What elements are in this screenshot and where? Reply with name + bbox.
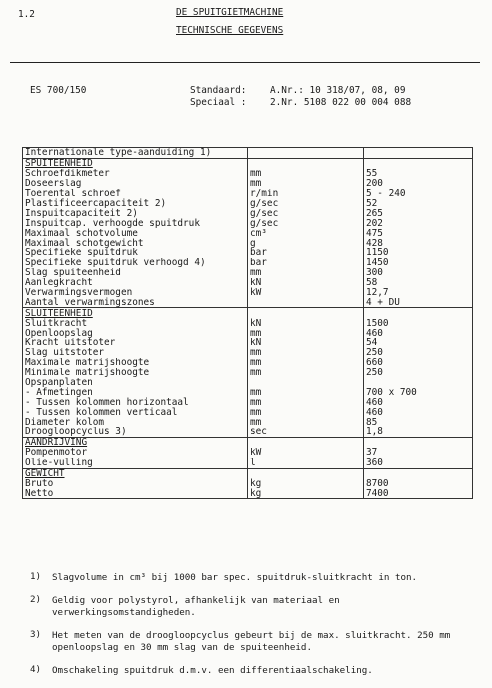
footnote-number: 3) <box>30 629 42 640</box>
cell-unit <box>248 468 364 478</box>
cell-value: 250 <box>364 368 473 378</box>
cell-unit: kN <box>248 278 364 288</box>
cell-value: 200 <box>364 179 473 189</box>
table-row <box>23 458 473 468</box>
footnotes <box>30 572 470 688</box>
cell-value: 700 x 700 <box>364 387 473 397</box>
cell-label: Maximaal schotvolume <box>23 228 248 238</box>
cell-value: 8700 <box>364 478 473 488</box>
cell-label: Opspanplaten <box>23 377 248 387</box>
section-header-row <box>23 468 473 478</box>
cell-unit: mm <box>248 417 364 427</box>
cell-label: Bruto <box>23 478 248 488</box>
cell-label: Aanlegkracht <box>23 278 248 288</box>
spec-table <box>22 147 473 499</box>
cell-unit: r/min <box>248 189 364 199</box>
cell-unit: g/sec <box>248 218 364 228</box>
section-header-row <box>23 437 473 447</box>
table-row <box>23 348 473 358</box>
cell-value: 58 <box>364 278 473 288</box>
cell-label: Slag uitstoter <box>23 348 248 358</box>
cell-label: Sluitkracht <box>23 318 248 328</box>
cell-label: - Afmetingen <box>23 387 248 397</box>
cell-label: Doseerslag <box>23 179 248 189</box>
cell-unit: bar <box>248 258 364 268</box>
cell-value <box>364 468 473 478</box>
table-row <box>23 338 473 348</box>
table-row <box>23 478 473 488</box>
cell-unit <box>248 377 364 387</box>
cell-unit: mm <box>248 407 364 417</box>
footnote-text: Omschakeling spuitdruk d.m.v. een differentiaalschakeling. <box>52 665 373 676</box>
standard-label: Standaard: <box>190 85 247 96</box>
footnote-item <box>30 595 470 619</box>
section-number: 1.2 <box>18 9 35 20</box>
cell-label: Minimale matrijshoogte <box>23 368 248 378</box>
cell-value: 55 <box>364 169 473 179</box>
cell-unit: kN <box>248 338 364 348</box>
table-row <box>23 358 473 368</box>
special-label: Speciaal : <box>190 97 247 108</box>
cell-label: Maximaal schotgewicht <box>23 238 248 248</box>
cell-label: GEWICHT <box>23 468 248 478</box>
cell-unit: kg <box>248 488 364 498</box>
cell-unit: kW <box>248 448 364 458</box>
cell-value <box>364 158 473 168</box>
cell-unit: l <box>248 458 364 468</box>
cell-value: 660 <box>364 358 473 368</box>
cell-label: Specifieke spuitdruk verhoogd 4) <box>23 258 248 268</box>
cell-label: Aantal verwarmingszones <box>23 297 248 307</box>
footnote-text: Het meten van de droogloopcyclus gebeurt bij de max. sluitkracht. 250 mm openloopslag en 30 mm slag van de spuiteenheid. <box>52 630 451 653</box>
table-row <box>23 417 473 427</box>
table-row <box>23 248 473 258</box>
cell-unit: mm <box>248 368 364 378</box>
cell-value: 460 <box>364 328 473 338</box>
cell-value: 428 <box>364 238 473 248</box>
cell-value: 85 <box>364 417 473 427</box>
cell-label: Inspuitcapaciteit 2) <box>23 208 248 218</box>
standard-value: A.Nr.: 10 318/07, 08, 09 <box>270 85 406 96</box>
cell-value: 360 <box>364 458 473 468</box>
cell-label: Maximale matrijshoogte <box>23 358 248 368</box>
cell-value: 202 <box>364 218 473 228</box>
table-row <box>23 238 473 248</box>
page-title: DE SPUITGIETMACHINE <box>176 7 284 18</box>
cell-unit: mm <box>248 358 364 368</box>
table-row <box>23 407 473 417</box>
cell-label: - Tussen kolommen horizontaal <box>23 397 248 407</box>
cell-label: Specifieke spuitdruk <box>23 248 248 258</box>
cell-value: 5 - 240 <box>364 189 473 199</box>
cell-label: Droogloopcyclus 3) <box>23 427 248 437</box>
cell-value <box>364 377 473 387</box>
section-header-row <box>23 158 473 168</box>
table-row <box>23 297 473 307</box>
table-row <box>23 208 473 218</box>
cell-unit: g <box>248 238 364 248</box>
cell-unit: mm <box>248 169 364 179</box>
cell-unit: mm <box>248 387 364 397</box>
special-value: 2.Nr. 5108 022 00 004 088 <box>270 97 412 108</box>
cell-value: 300 <box>364 268 473 278</box>
cell-value: 265 <box>364 208 473 218</box>
table-row <box>23 368 473 378</box>
table-row <box>23 488 473 498</box>
table-row <box>23 397 473 407</box>
page-subtitle: TECHNISCHE GEGEVENS <box>176 25 284 36</box>
table-row <box>23 218 473 228</box>
table-row <box>23 328 473 338</box>
cell-value: 4 + DÜ <box>364 297 473 307</box>
cell-label: Plastificeercapaciteit 2) <box>23 198 248 208</box>
table-row <box>23 148 473 159</box>
cell-unit: kN <box>248 318 364 328</box>
table-row <box>23 278 473 288</box>
cell-label: Verwarmingsvermogen <box>23 287 248 297</box>
cell-value: 250 <box>364 348 473 358</box>
table-row <box>23 287 473 297</box>
cell-value <box>364 148 473 159</box>
footnote-item <box>30 572 470 584</box>
cell-value: 7400 <box>364 488 473 498</box>
cell-label: Netto <box>23 488 248 498</box>
cell-unit: mm <box>248 328 364 338</box>
cell-label: AANDRIJVING <box>23 437 248 447</box>
cell-unit <box>248 308 364 318</box>
cell-value: 12,7 <box>364 287 473 297</box>
cell-value: 460 <box>364 407 473 417</box>
cell-value: 1150 <box>364 248 473 258</box>
cell-value: 1450 <box>364 258 473 268</box>
cell-label: Kracht uitstoter <box>23 338 248 348</box>
cell-unit: bar <box>248 248 364 258</box>
table-row <box>23 258 473 268</box>
cell-label: Openloopslag <box>23 328 248 338</box>
cell-label: - Tussen kolommen verticaal <box>23 407 248 417</box>
cell-value: 460 <box>364 397 473 407</box>
cell-label: Internationale type-aanduiding 1) <box>23 148 248 159</box>
cell-unit: kg <box>248 478 364 488</box>
cell-value: 475 <box>364 228 473 238</box>
footnote-number: 1) <box>30 571 42 582</box>
table-row <box>23 189 473 199</box>
cell-unit: mm <box>248 268 364 278</box>
cell-label: SLUITEENHEID <box>23 308 248 318</box>
cell-label: Pompenmotor <box>23 448 248 458</box>
table-row <box>23 198 473 208</box>
table-row <box>23 387 473 397</box>
footnote-number: 4) <box>30 664 42 675</box>
table-row <box>23 179 473 189</box>
footnote-number: 2) <box>30 594 42 605</box>
cell-label: SPUITEENHEID <box>23 158 248 168</box>
table-row <box>23 228 473 238</box>
footnote-item <box>30 630 470 654</box>
cell-unit <box>248 158 364 168</box>
cell-value: 1500 <box>364 318 473 328</box>
cell-label: Olie-vulling <box>23 458 248 468</box>
cell-unit: mm <box>248 348 364 358</box>
cell-label: Schroefdikmeter <box>23 169 248 179</box>
cell-unit: g/sec <box>248 208 364 218</box>
cell-label: Slag spuiteenheid <box>23 268 248 278</box>
cell-unit <box>248 148 364 159</box>
table-row <box>23 169 473 179</box>
footnote-item <box>30 665 470 677</box>
cell-value: 37 <box>364 448 473 458</box>
machine-model: ES 700/150 <box>30 85 87 96</box>
cell-unit <box>248 297 364 307</box>
cell-value <box>364 437 473 447</box>
cell-label: Diameter kolom <box>23 417 248 427</box>
table-row <box>23 427 473 437</box>
cell-value: 52 <box>364 198 473 208</box>
footnote-text: Slagvolume in cm³ bij 1000 bar spec. spuitdruk-sluitkracht in ton. <box>52 572 418 583</box>
cell-unit: g/sec <box>248 198 364 208</box>
cell-label: Inspuitcap. verhoogde spuitdruk <box>23 218 248 228</box>
cell-value <box>364 308 473 318</box>
cell-unit <box>248 437 364 447</box>
cell-unit: cm³ <box>248 228 364 238</box>
cell-unit: kW <box>248 287 364 297</box>
cell-unit: mm <box>248 397 364 407</box>
table-row <box>23 377 473 387</box>
cell-value: 1,8 <box>364 427 473 437</box>
cell-unit: mm <box>248 179 364 189</box>
section-header-row <box>23 308 473 318</box>
cell-label: Toerental schroef <box>23 189 248 199</box>
footnote-text: Geldig voor polystyrol, afhankelijk van materiaal en verwerkingsomstandigheden. <box>52 595 340 618</box>
header-divider <box>10 62 480 63</box>
table-row <box>23 268 473 278</box>
table-row <box>23 448 473 458</box>
table-row <box>23 318 473 328</box>
cell-unit: sec <box>248 427 364 437</box>
cell-value: 54 <box>364 338 473 348</box>
